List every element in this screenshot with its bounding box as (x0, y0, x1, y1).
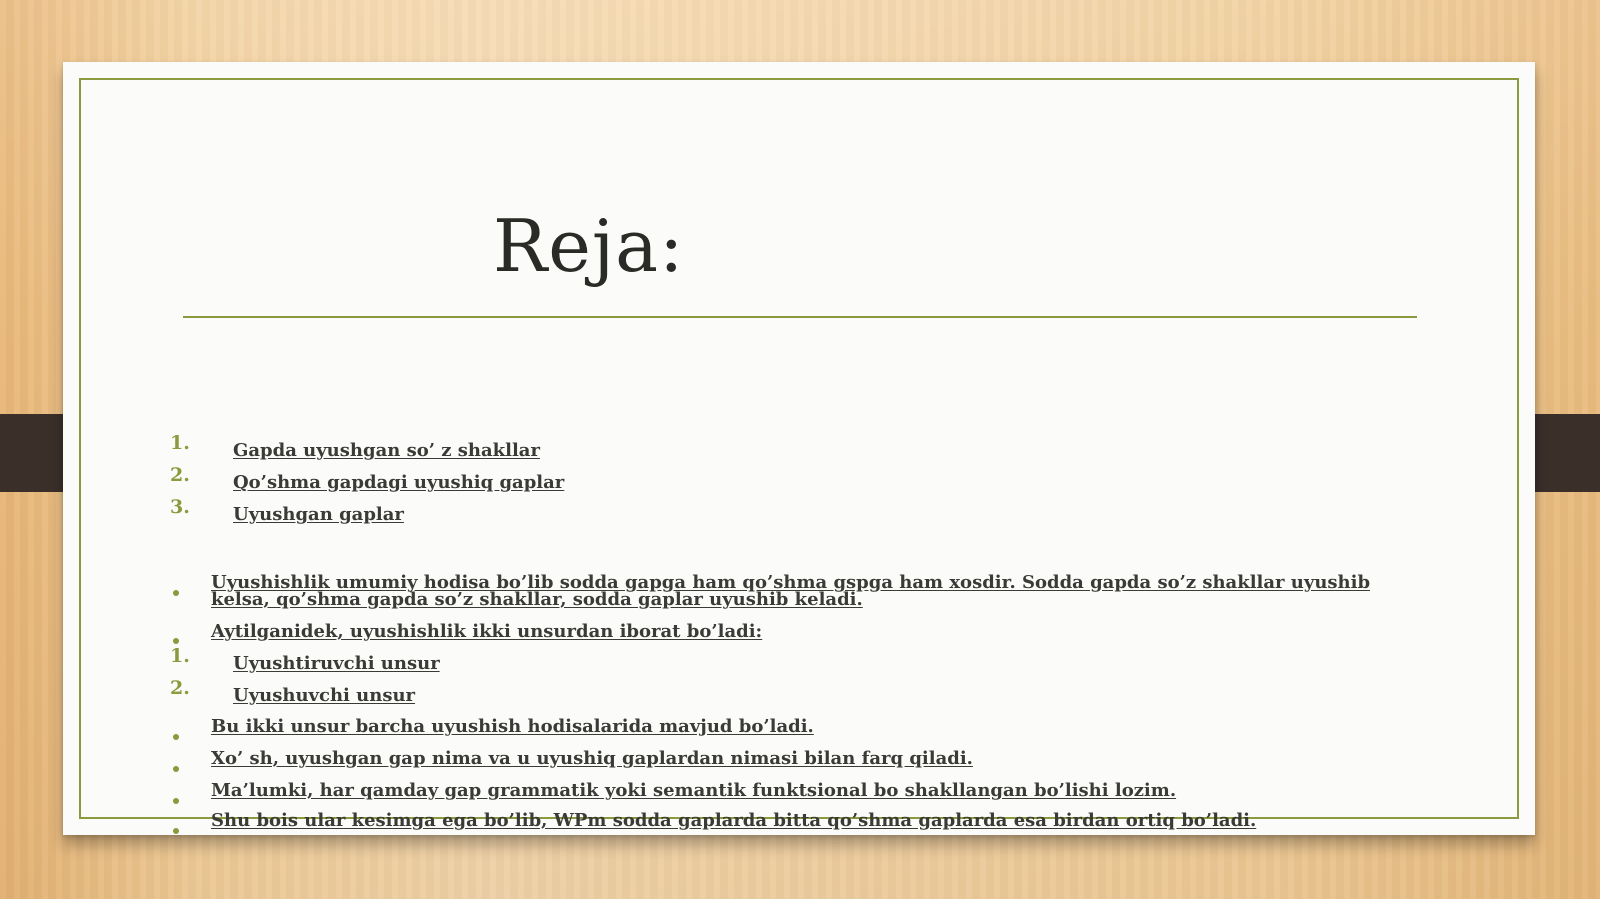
bullet-dot (173, 638, 179, 644)
bullet-dot (173, 734, 179, 740)
bullet-text-2: Xo’ sh, uyushgan gap nima va u uyushiq gaplardan nimasi bilan farq qiladi. (211, 748, 973, 769)
plan-item-1: Gapda uyushgan so’ z shakllar (233, 440, 540, 461)
bullet-dot (173, 766, 179, 772)
plan-number-1: 1. (170, 432, 190, 454)
plan-item-2: Qo’shma gapdagi uyushiq gaplar (233, 472, 565, 493)
bullet-text-1: Bu ikki unsur barcha uyushish hodisalarida mavjud bo’ladi. (211, 716, 814, 737)
bullet-text-4: Shu bois ular kesimga ega bo’lib, WPm sodda gaplarda bitta qo’shma gaplarda esa birdan ortiq bo’ladi. (211, 810, 1257, 831)
bullet-dot (173, 590, 179, 596)
unit-number-1: 1. (170, 645, 190, 667)
plan-item-3: Uyushgan gaplar (233, 504, 404, 525)
bullet-text-3: Ma’lumki, har qamday gap grammatik yoki semantik funktsional bo shakllangan bo’lishi lozim. (211, 780, 1177, 801)
bullet-dot (173, 828, 179, 834)
unit-item-1: Uyushtiruvchi unsur (233, 653, 440, 674)
bullet-dot (173, 798, 179, 804)
plan-number-2: 2. (170, 464, 190, 486)
slide-title: Reja: (493, 204, 685, 288)
intro-paragraph: Uyushishlik umumiy hodisa bo’lib sodda gapga ham qo’shma gspga ham xosdir. Sodda gapda so’z shakllar uyushib kelsa, qo’shma gapda so’z shakllar, sodda gaplar uyushib keladi. (211, 572, 1371, 610)
unit-item-2: Uyushuvchi unsur (233, 685, 416, 706)
title-divider (183, 316, 1417, 318)
plan-number-3: 3. (170, 496, 190, 518)
intro-line: Aytilganidek, uyushishlik ikki unsurdan iborat bo’ladi: (211, 621, 763, 642)
unit-number-2: 2. (170, 677, 190, 699)
slide-paper (63, 62, 1535, 835)
